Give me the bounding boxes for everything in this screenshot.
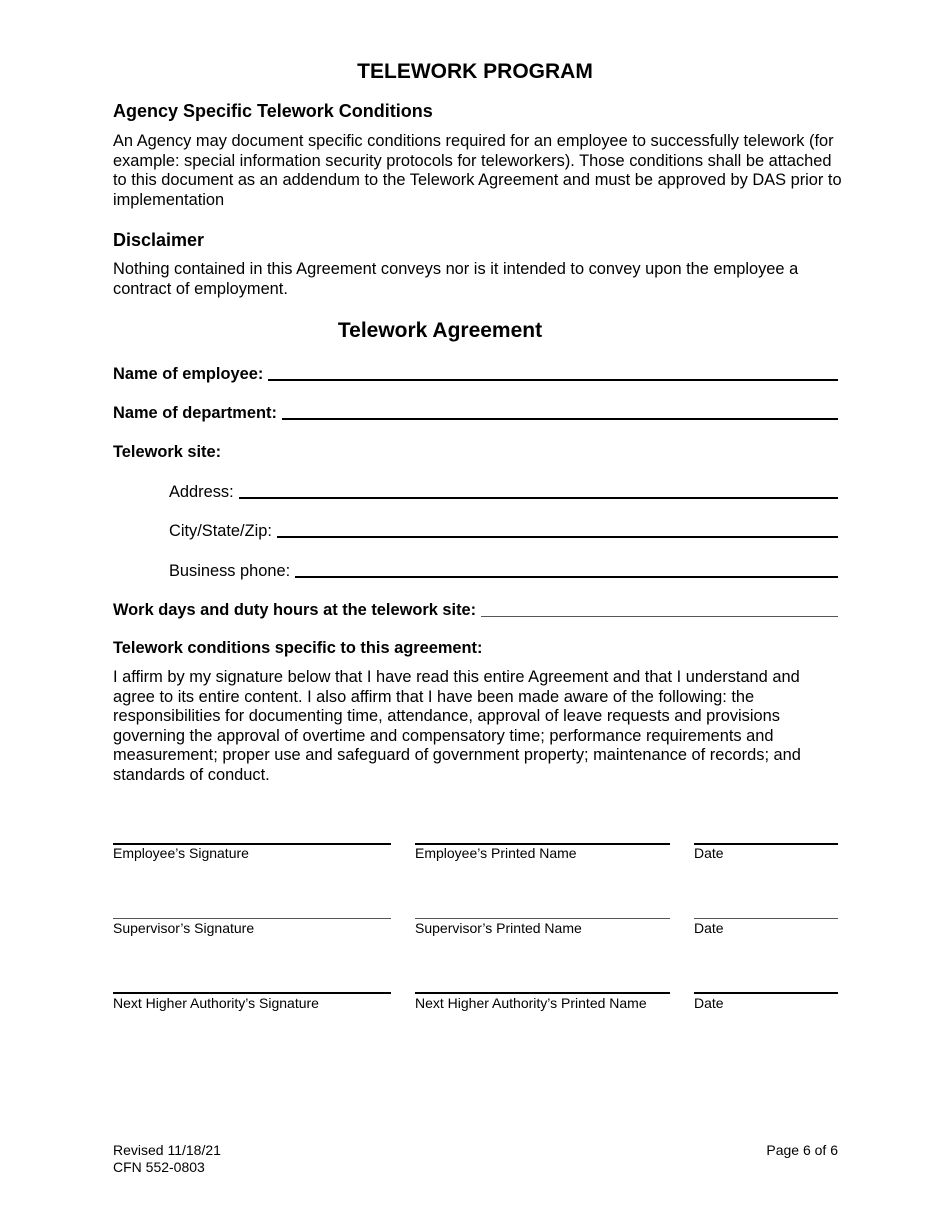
city-state-zip-input[interactable] xyxy=(277,536,838,538)
supervisor-date-label: Date xyxy=(694,920,724,936)
conditions-heading: Telework conditions specific to this agreement: xyxy=(113,639,483,657)
supervisor-printed-name-label: Supervisor’s Printed Name xyxy=(415,920,582,936)
page-title: TELEWORK PROGRAM xyxy=(357,60,593,83)
business-phone-input[interactable] xyxy=(295,576,838,578)
page-number: Page 6 of 6 xyxy=(766,1142,838,1158)
affirmation-text: I affirm by my signature below that I have read this entire Agreement and that I understand and agree to its entire content. I also affirm that I have been made aware of the following: the responsibilities for documenting time, attendance, approval of leave requests and provisions governing the approval of overtime and compensatory time; performance requirements and measurement; proper use and safeguard of government property; maintenance of records; and standards of conduct. xyxy=(113,668,801,784)
supervisor-signature-label: Supervisor’s Signature xyxy=(113,920,255,936)
business-phone-field xyxy=(169,559,838,581)
address-input[interactable] xyxy=(239,497,838,499)
department-name-field xyxy=(113,401,838,423)
employee-printed-name-label: Employee’s Printed Name xyxy=(415,845,577,861)
nha-printed-name-line[interactable] xyxy=(415,992,670,994)
address-field xyxy=(169,480,838,502)
employee-date-label: Date xyxy=(694,845,724,861)
agreement-title: Telework Agreement xyxy=(337,319,543,342)
business-phone-label: Business phone: xyxy=(169,562,291,580)
nha-date-label: Date xyxy=(694,995,724,1011)
work-days-field xyxy=(113,598,838,620)
supervisor-date-line[interactable] xyxy=(694,918,838,919)
employee-name-label: Name of employee: xyxy=(113,365,264,383)
city-state-zip-label: City/State/Zip: xyxy=(169,522,272,540)
supervisor-printed-name-line[interactable] xyxy=(415,918,670,919)
supervisor-signature-line[interactable] xyxy=(113,918,391,919)
address-label: Address: xyxy=(169,483,234,501)
employee-name-field xyxy=(113,362,838,384)
employee-name-input[interactable] xyxy=(268,379,838,381)
form-number: CFN 552-0803 xyxy=(113,1159,205,1175)
nha-signature-label: Next Higher Authority’s Signature xyxy=(113,995,319,1011)
work-days-label: Work days and duty hours at the telework site: xyxy=(113,601,477,619)
work-days-input[interactable] xyxy=(481,616,838,617)
footer-left xyxy=(113,1142,221,1176)
disclaimer-heading: Disclaimer xyxy=(113,230,205,250)
department-name-label: Name of department: xyxy=(113,404,277,422)
department-name-input[interactable] xyxy=(282,418,838,420)
telework-site-label: Telework site: xyxy=(113,443,222,461)
agency-conditions-heading: Agency Specific Telework Conditions xyxy=(113,101,433,121)
employee-signature-label: Employee’s Signature xyxy=(113,845,249,861)
city-state-zip-field xyxy=(169,519,838,541)
nha-printed-name-label: Next Higher Authority’s Printed Name xyxy=(415,995,647,1011)
nha-date-line[interactable] xyxy=(694,992,838,994)
nha-signature-line[interactable] xyxy=(113,992,391,994)
disclaimer-text: Nothing contained in this Agreement conveys nor is it intended to convey upon the employee a contract of employment. xyxy=(113,260,799,298)
revised-date: Revised 11/18/21 xyxy=(113,1142,221,1158)
agency-conditions-text: An Agency may document specific conditions required for an employee to successfully telework (for example: special information security protocols for teleworkers). Those conditions shall be attached to this document as an addendum to the Telework Agreement and must be approved by DAS prior to implementation xyxy=(113,132,842,209)
